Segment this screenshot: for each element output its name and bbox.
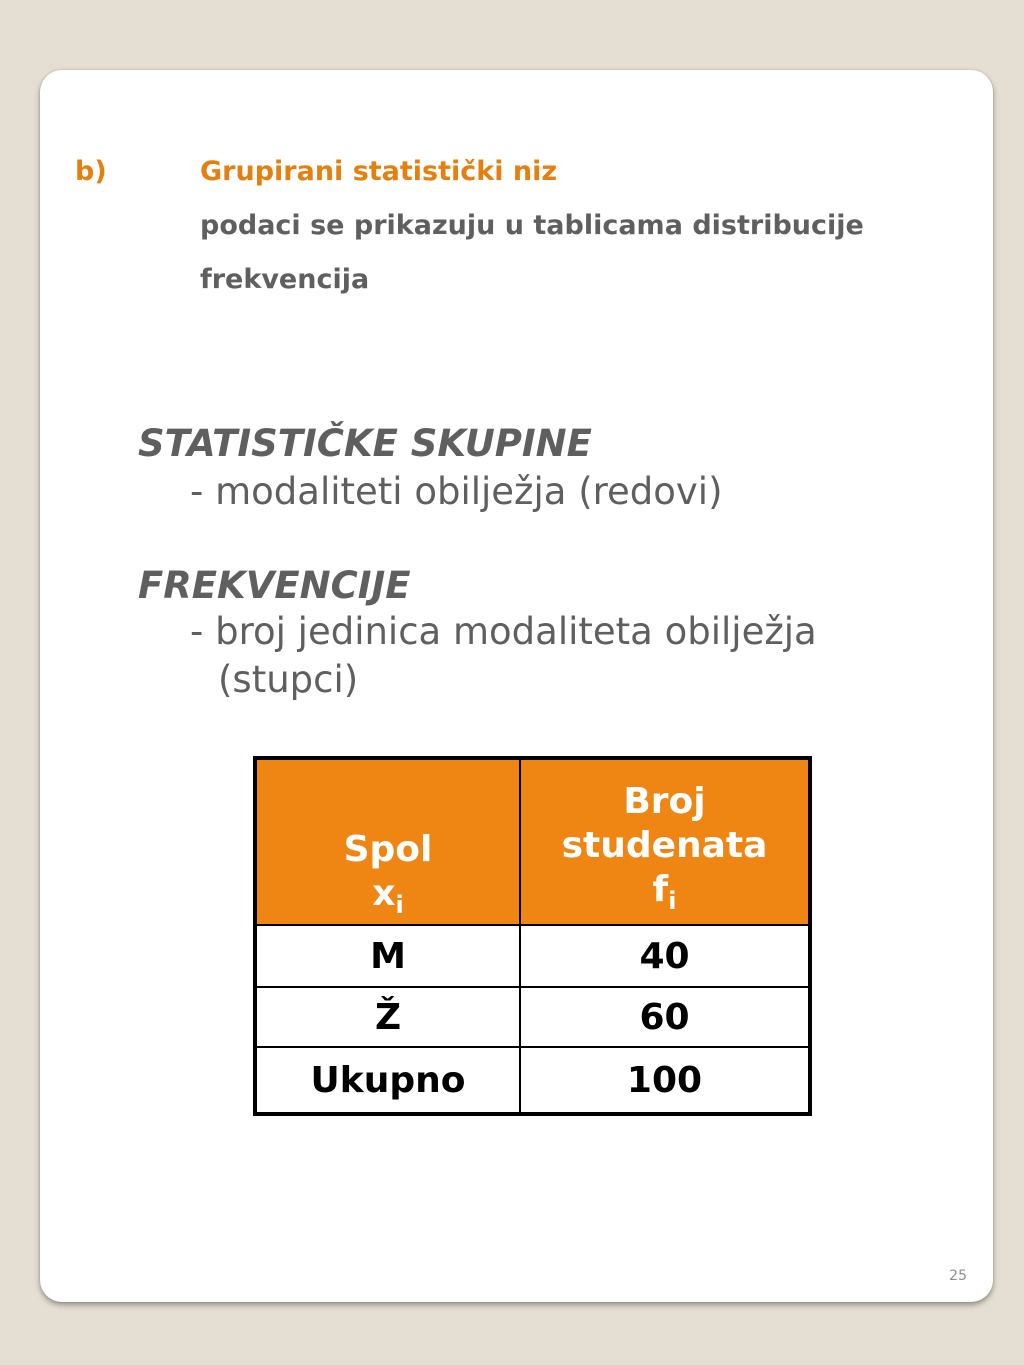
row-label: M <box>255 925 520 987</box>
header-spol-symbol-line <box>257 872 519 920</box>
section-title: Grupirani statistički niz <box>200 156 558 187</box>
header-broj-label: Broj <box>623 781 706 822</box>
header-studenata-label: studenata <box>561 825 768 866</box>
table-header-row <box>255 758 810 925</box>
table-row <box>255 987 810 1047</box>
section-description-line2: frekvencija <box>200 264 370 295</box>
skupine-heading: STATISTIČKE SKUPINE <box>138 422 592 465</box>
table-row <box>255 925 810 987</box>
header-cell-spol <box>255 758 520 925</box>
header-frekv-symbol: f <box>652 869 669 910</box>
row-value: 60 <box>520 987 810 1047</box>
table-row-total <box>255 1047 810 1114</box>
row-label: Ukupno <box>255 1047 520 1114</box>
slide <box>40 70 993 1302</box>
row-value: 40 <box>520 925 810 987</box>
frekvencije-detail-line1: - broj jedinica modaliteta obilježja <box>190 610 817 653</box>
header-spol-label: Spol <box>343 829 433 870</box>
header-frekv-symbol-line <box>521 868 808 916</box>
header-spol-subscript: i <box>395 891 404 920</box>
section-marker: b) <box>75 156 107 187</box>
header-frekv-subscript: i <box>668 887 677 916</box>
page-number: 25 <box>949 1268 967 1284</box>
frekvencije-detail-line2: (stupci) <box>218 658 359 701</box>
skupine-detail: - modaliteti obilježja (redovi) <box>190 470 723 513</box>
frekvencije-heading: FREKVENCIJE <box>138 564 411 607</box>
section-description-line1: podaci se prikazuju u tablicama distribucije <box>200 210 864 241</box>
row-value: 100 <box>520 1047 810 1114</box>
header-cell-broj-studenata <box>520 758 810 925</box>
frequency-table <box>253 756 812 1116</box>
header-spol-symbol: x <box>372 873 396 914</box>
row-label: Ž <box>255 987 520 1047</box>
